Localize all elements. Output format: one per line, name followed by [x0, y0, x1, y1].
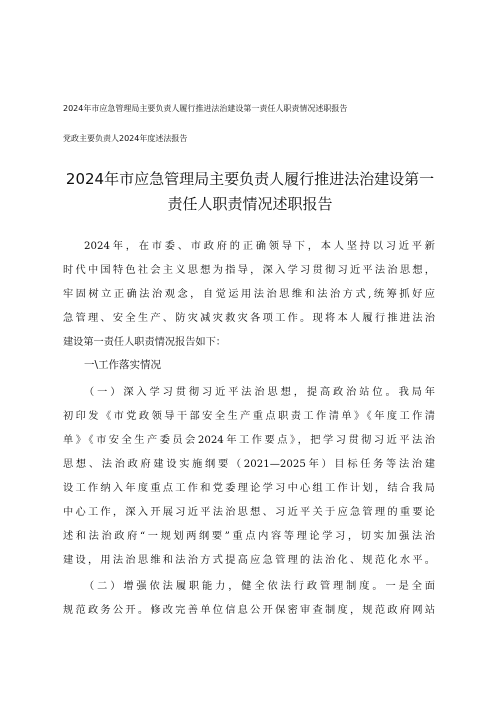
intro-line: 急管理、安全生产、防灾减灾救灾各项工作。现将本人履行推进法治: [63, 313, 435, 324]
section-heading: 一\工作落实情况: [84, 359, 162, 371]
paragraph-line: 设工作纳入年度重点工作和党委理论学习中心组工作计划，结合我局: [63, 483, 435, 494]
header-line-2: 党政主要负责人2024年度述法报告: [63, 134, 188, 143]
paragraph-line: 述和法治政府“一规划两纲要”重点内容等理论学习，切实加强法治: [63, 531, 435, 542]
paragraph-line: （二）增强依法履职能力，健全依法行政管理制度。一是全面: [84, 581, 435, 592]
intro-line: 牢固树立正确法治观念，自觉运用法治思维和法治方式,统筹抓好应: [63, 289, 435, 300]
paragraph-line: 初印发《市党政领导干部安全生产重点职责工作清单》《年度工作清: [63, 411, 435, 422]
paragraph-line: 建设，用法治思维和法治方式提高应急管理的法治化、规范化水平。: [63, 555, 435, 566]
intro-line: 2024年，在市委、市政府的正确领导下，本人坚持以习近平新: [84, 241, 435, 252]
paragraph-line: 单》《市安全生产委员会2024年工作要点》，把学习贯彻习近平法治: [63, 435, 435, 446]
header-line-1: 2024年市应急管理局主要负责人履行推进法治建设第一责任人职责情况述职报告: [63, 104, 348, 113]
paragraph-line: 规范政务公开。修改完善单位信息公开保密审查制度，规范政府网站: [63, 605, 435, 616]
paragraph-line: （一）深入学习贯彻习近平法治思想，提高政治站位。我局年: [84, 387, 435, 398]
document-title-line-2: 责任人职责情况述职报告: [167, 195, 333, 213]
intro-line: 建设第一责任人职责情况报告如下：: [63, 337, 226, 348]
paragraph-line: 中心工作，深入开展习近平法治思想、习近平关于应急管理的重要论: [63, 507, 435, 518]
document-title-line-1: 2024年市应急管理局主要负责人履行推进法治建设第一: [65, 170, 435, 188]
paragraph-line: 思想、法治政府建设实施纲要（2021—2025年）目标任务等法治建: [63, 459, 435, 470]
intro-line: 时代中国特色社会主义思想为指导，深入学习贯彻习近平法治思想，: [63, 265, 435, 276]
